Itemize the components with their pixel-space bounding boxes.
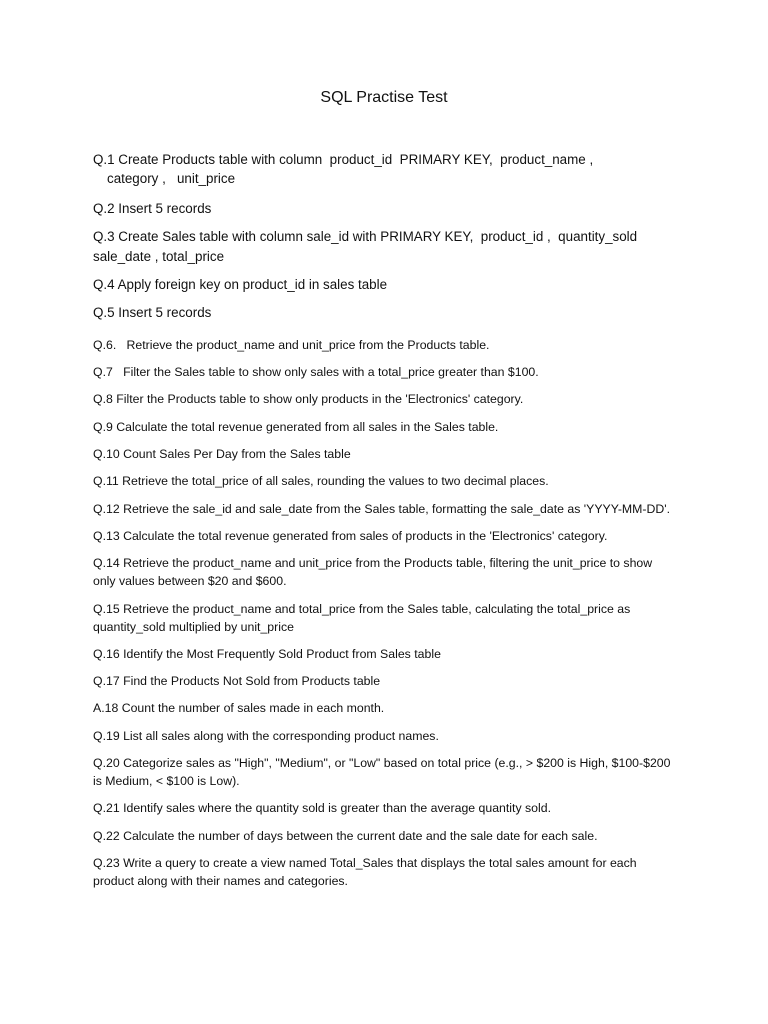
question-7-text: Q.7 Filter the Sales table to show only sales with a total_price greater than $100. [93,365,539,380]
question-13-text: Q.13 Calculate the total revenue generated from sales of products in the 'Electronics' category. [93,528,608,543]
question-20 [93,754,675,790]
question-18-text: A.18 Count the number of sales made in each month. [93,701,385,716]
question-8 [93,390,675,408]
question-5-text: Q.5 Insert 5 records [93,305,212,321]
question-11-text: Q.11 Retrieve the total_price of all sales, rounding the values to two decimal places. [93,474,549,489]
question-16 [93,645,675,663]
question-23 [93,854,675,890]
question-16-text: Q.16 Identify the Most Frequently Sold Product from Sales table [93,646,441,661]
question-3-line-2: sale_date , total_price [93,248,225,264]
question-15-text: Q.15 Retrieve the product_name and total_price from the Sales table, calculating the total_price as quantity_sold multiplied by unit_price [93,601,634,634]
question-20-text: Q.20 Categorize sales as "High", "Medium", or "Low" based on total price (e.g., > $200 is High, $100-$200 is Medium, < $100 is Low). [93,756,674,788]
question-1 [93,150,675,189]
question-11 [93,472,675,490]
question-2-text: Q.2 Insert 5 records [93,200,212,216]
question-13 [93,527,675,545]
question-19 [93,727,675,745]
question-12-text: Q.12 Retrieve the sale_id and sale_date from the Sales table, formatting the sale_date as 'YYYY-MM-DD'. [93,501,671,516]
question-7 [93,363,675,381]
question-10 [93,445,675,463]
document-title: SQL Practise Test [320,89,448,106]
question-8-text: Q.8 Filter the Products table to show only products in the 'Electronics' category. [93,392,524,407]
question-2 [93,199,675,218]
question-6-text: Q.6. Retrieve the product_name and unit_price from the Products table. [93,337,490,352]
question-9 [93,418,675,436]
question-19-text: Q.19 List all sales along with the corresponding product names. [93,728,439,743]
question-17 [93,672,675,690]
question-23-text: Q.23 Write a query to create a view named Total_Sales that displays the total sales amount for each product along with their names and categories. [93,855,641,888]
question-18 [93,699,675,717]
question-14-text: Q.14 Retrieve the product_name and unit_price from the Products table, filtering the unit_price to show only values between $20 and $600. [93,556,656,589]
question-1-line-2: category , unit_price [107,171,236,187]
question-6 [93,336,675,354]
question-14 [93,554,675,590]
question-list [93,150,675,899]
question-4-text: Q.4 Apply foreign key on product_id in sales table [93,277,388,293]
question-5 [93,303,675,322]
question-21 [93,799,675,817]
question-9-text: Q.9 Calculate the total revenue generated from all sales in the Sales table. [93,419,499,434]
question-1-line-1: Q.1 Create Products table with column product_id PRIMARY KEY, product_name , [93,152,594,167]
question-12 [93,500,675,518]
question-21-text: Q.21 Identify sales where the quantity sold is greater than the average quantity sold. [93,801,551,816]
question-22-text: Q.22 Calculate the number of days between the current date and the sale date for each sale. [93,828,598,843]
question-4 [93,275,675,294]
question-3 [93,227,675,266]
question-17-text: Q.17 Find the Products Not Sold from Products table [93,674,381,689]
question-15 [93,600,675,636]
question-10-text: Q.10 Count Sales Per Day from the Sales table [93,447,351,462]
question-3-line-1: Q.3 Create Sales table with column sale_id with PRIMARY KEY, product_id , quantity_sold [93,229,638,245]
question-22 [93,827,675,845]
